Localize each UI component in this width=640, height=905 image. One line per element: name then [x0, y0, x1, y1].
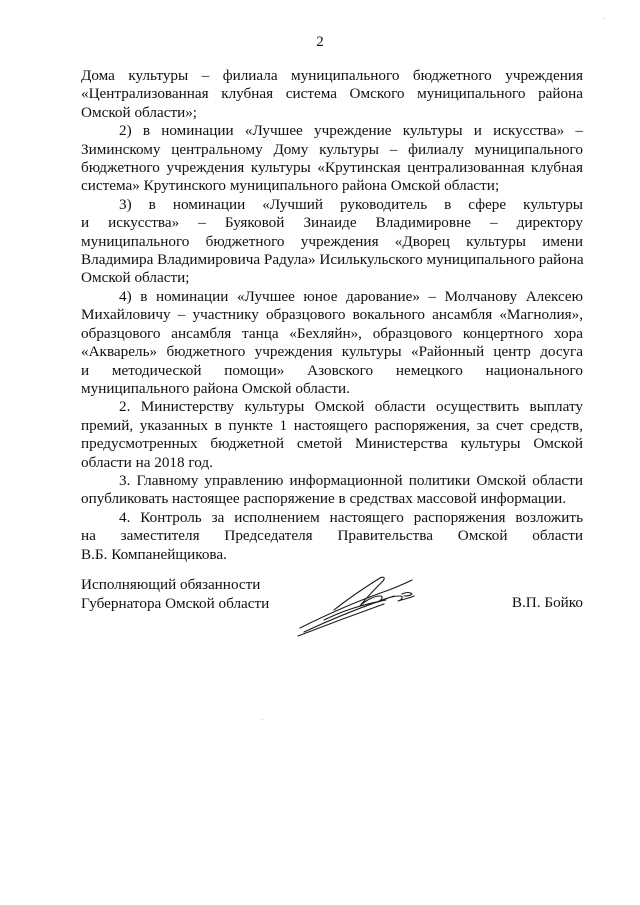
text-line: бюджетного учреждения культуры «Крутинская централизованная клубная: [81, 159, 583, 177]
text-line: на заместителя Председателя Правительства Омской области: [81, 527, 583, 545]
document-body: [81, 67, 583, 564]
signatory-title: [81, 575, 269, 613]
text-line: 4) в номинации «Лучшее юное дарование» – Молчанову Алексею: [119, 287, 583, 305]
text-line: и искусства» – Буяковой Зинаиде Владимировне – директору: [81, 214, 583, 232]
text-line: опубликовать настоящее распоряжение в средствах массовой информации.: [81, 490, 567, 508]
text-line: области на 2018 год.: [81, 453, 213, 471]
text-line: 3. Главному управлению информационной политики Омской области: [119, 471, 583, 489]
text-line: В.Б. Компанейщикова.: [81, 545, 227, 563]
text-line: Владимира Владимировича Радула» Исилькульского муниципального района: [81, 251, 584, 269]
text-line: премий, указанных в пункте 1 настоящего распоряжения, за счет средств,: [81, 416, 583, 434]
text-line: Зиминскому центральному Дому культуры – филиалу муниципального: [81, 140, 583, 158]
text-line: предусмотренных бюджетной сметой Министерства культуры Омской: [81, 435, 583, 453]
signatory-name: В.П. Бойко: [511, 594, 583, 611]
signatory-title-line-2: Губернатора Омской области: [81, 595, 270, 612]
text-line: и методической помощи» Азовского немецкого национального: [81, 361, 583, 379]
text-line: муниципального бюджетного учреждения «Дворец культуры имени: [81, 232, 583, 250]
text-line: 3) в номинации «Лучший руководитель в сфере культуры: [119, 195, 583, 213]
paragraph: [81, 288, 583, 398]
paragraph: [81, 472, 583, 509]
text-line: «Акварель» бюджетного учреждения культуры «Районный центр досуга: [81, 343, 583, 361]
scan-speck: [603, 18, 604, 19]
text-line: муниципального района Омской области.: [81, 379, 350, 397]
paragraph: [81, 398, 583, 472]
text-line: Михайловичу – участнику образцового вокального ансамбля «Магнолия»,: [81, 306, 583, 324]
text-line: Дома культуры – филиала муниципального бюджетного учреждения: [81, 67, 583, 84]
paragraph: [81, 509, 583, 564]
text-line: 2. Министерству культуры Омской области осуществить выплату: [119, 398, 583, 416]
signatory-title-line-1: Исполняющий обязанности: [81, 576, 261, 593]
text-line: система» Крутинского муниципального района Омской области;: [81, 177, 500, 195]
text-line: Омской области;: [81, 269, 190, 287]
page-number: 2: [316, 34, 324, 50]
paragraph: [81, 67, 583, 122]
text-line: 2) в номинации «Лучшее учреждение культуры и искусства» –: [119, 122, 583, 140]
scan-speck: [262, 719, 263, 720]
paragraph: [81, 196, 583, 288]
paragraph: [81, 122, 583, 196]
text-line: образцового ансамбля танца «Бехляйн», образцового концертного хора: [81, 324, 583, 342]
text-line: 4. Контроль за исполнением настоящего распоряжения возложить: [119, 508, 583, 526]
text-line: Омской области»;: [81, 103, 198, 121]
handwritten-signature: [294, 566, 429, 638]
text-line: «Централизованная клубная система Омского муниципального района: [81, 85, 583, 103]
